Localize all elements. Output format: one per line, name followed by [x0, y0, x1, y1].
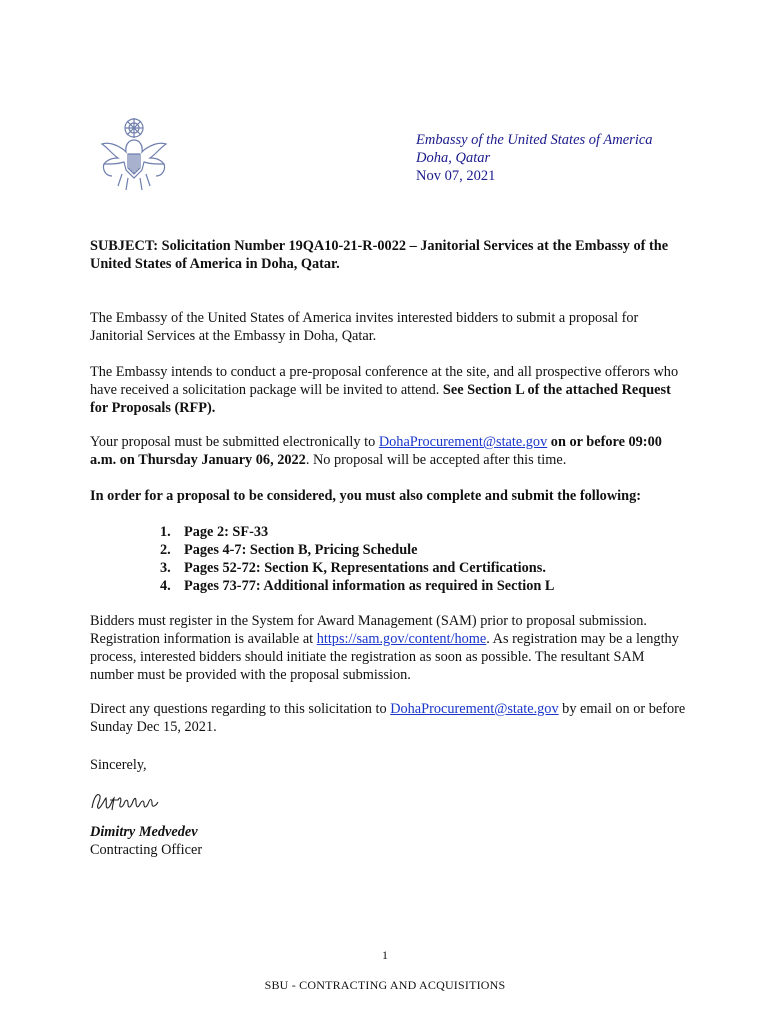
embassy-seal-icon	[98, 114, 170, 192]
intro-paragraph: The Embassy of the United States of America invites interested bidders to submit a proposal for Janitorial Services at the Embassy in Doha, Qatar.	[90, 310, 639, 344]
subject-line: SUBJECT: Solicitation Number 19QA10-21-R-0022 – Janitorial Services at the Embassy of the United States of America in Doha, Qatar.	[90, 238, 669, 272]
questions-deadline: by email on or before Sunday Dec 15, 2021.	[90, 701, 686, 735]
questions-text: Direct any questions regarding to this solicitation to	[90, 701, 391, 717]
conference-paragraph	[90, 363, 690, 417]
procurement-email-link[interactable]: DohaProcurement@state.gov	[378, 434, 548, 450]
list-item: 1. Page 2: SF-33	[160, 524, 269, 540]
list-item: 4. Pages 73-77: Additional information as required in Section L	[160, 578, 555, 594]
submission-paragraph	[90, 433, 690, 469]
requirements-list	[160, 523, 554, 595]
footer-classification: SBU - CONTRACTING AND ACQUISITIONS	[264, 978, 506, 992]
sam-link[interactable]: https://sam.gov/content/home	[316, 631, 487, 647]
sam-registration-paragraph	[90, 612, 690, 684]
letter-date: Nov 07, 2021	[416, 168, 496, 184]
signature-icon	[88, 786, 162, 816]
closing: Sincerely,	[90, 757, 147, 773]
list-item: 3. Pages 52-72: Section K, Representations and Certifications.	[160, 560, 546, 576]
deadline-text: on or before 09:00 a.m. on Thursday January 06, 2022	[90, 434, 662, 468]
signer-title: Contracting Officer	[90, 842, 203, 858]
signer-name: Dimitry Medvedev	[90, 824, 198, 840]
submission-text: Your proposal must be submitted electronically to	[90, 434, 379, 450]
embassy-location: Doha, Qatar	[416, 150, 491, 166]
conference-text: The Embassy intends to conduct a pre-proposal conference at the site, and all prospective offerors who have received a solicitation package will be invited to attend.	[90, 364, 679, 398]
embassy-name: Embassy of the United States of America	[416, 132, 653, 148]
requirements-heading: In order for a proposal to be considered, you must also complete and submit the following:	[90, 488, 641, 504]
rfp-reference: See Section L of the attached Request for Proposals (RFP).	[90, 382, 671, 416]
submission-note: . No proposal will be accepted after this time.	[305, 452, 567, 468]
questions-paragraph	[90, 700, 690, 736]
questions-email-link[interactable]: DohaProcurement@state.gov	[390, 701, 559, 717]
page-number: 1	[382, 948, 388, 962]
list-item: 2. Pages 4-7: Section B, Pricing Schedule	[160, 542, 418, 558]
sam-note: . As registration may be a lengthy process, interested bidders should initiate the registration as soon as possible. The resultant SAM number must be provided with the proposal submission.	[90, 631, 679, 683]
sam-text: Bidders must register in the System for Award Management (SAM) prior to proposal submission. Registration information is available at	[90, 613, 647, 647]
embassy-header	[416, 131, 653, 185]
